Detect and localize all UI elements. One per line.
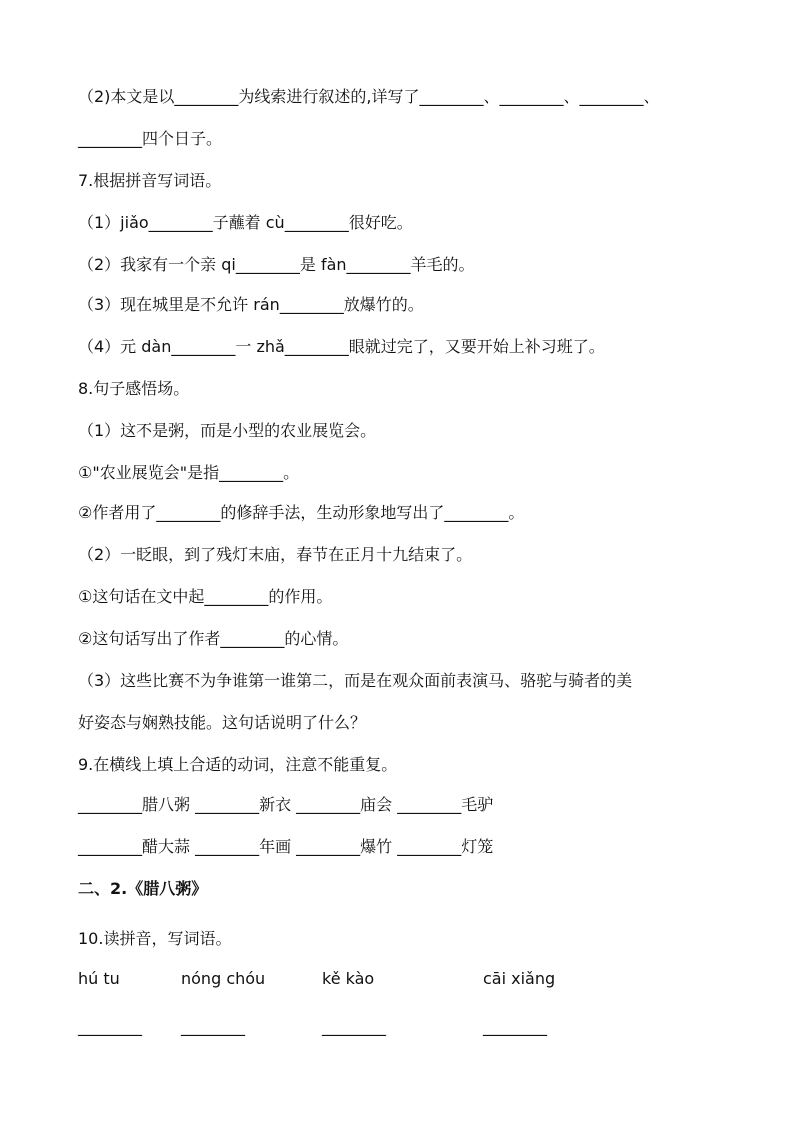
- q7-item4: （4）元 dàn________一 zhǎ________眼就过完了，又要开始上补习班了。: [78, 337, 605, 356]
- q8-sub2-b: ②这句话写出了作者________的心情。: [78, 629, 349, 648]
- q7-heading: 7.根据拼音写词语。: [78, 171, 222, 190]
- q9-row1: ________腊八粥 ________新衣 ________庙会 ________毛驴: [78, 795, 494, 814]
- q8-sentence1: （1）这不是粥，而是小型的农业展览会。: [78, 421, 377, 440]
- q9-row2: ________醋大蒜 ________年画 ________爆竹 ________灯笼: [78, 837, 494, 856]
- answer-blank-3: ________: [322, 1017, 386, 1036]
- q7-item2: （2）我家有一个亲 qi________是 fàn________羊毛的。: [78, 255, 475, 274]
- q10-heading: 10.读拼音，写词语。: [78, 929, 232, 948]
- pinyin-1: hú tu: [78, 969, 120, 988]
- q8-sentence3-line2: 好姿态与娴熟技能。这句话说明了什么？: [78, 713, 367, 732]
- pinyin-3: kě kào: [322, 969, 375, 988]
- q8-heading: 8.句子感悟场。: [78, 379, 190, 398]
- q8-sentence2: （2）一眨眼，到了残灯末庙，春节在正月十九结束了。: [78, 545, 473, 564]
- section-heading: 二、2.《腊八粥》: [78, 879, 208, 898]
- answer-blank-4: ________: [483, 1017, 547, 1036]
- q6-part2-line2: ________四个日子。: [78, 129, 223, 148]
- q7-item3: （3）现在城里是不允许 rán________放爆竹的。: [78, 295, 424, 314]
- pinyin-2: nóng chóu: [181, 969, 266, 988]
- q8-sub1-b: ②作者用了________的修辞手法，生动形象地写出了________。: [78, 503, 525, 522]
- q8-sentence3-line1: （3）这些比赛不为争谁第一谁第二，而是在观众面前表演马、骆驼与骑者的美: [78, 671, 633, 690]
- q7-item1: （1）jiǎo________子蘸着 cù________很好吃。: [78, 213, 413, 232]
- q8-sub1-a: ①"农业展览会"是指________。: [78, 463, 300, 482]
- q8-sub2-a: ①这句话在文中起________的作用。: [78, 587, 333, 606]
- q6-part2-line1: （2)本文是以________为线索进行叙述的,详写了________、________、________、: [78, 87, 660, 106]
- answer-blank-1: ________: [78, 1017, 142, 1036]
- answer-blank-2: ________: [181, 1017, 245, 1036]
- q9-heading: 9.在横线上填上合适的动词，注意不能重复。: [78, 755, 398, 774]
- pinyin-4: cāi xiǎng: [483, 969, 556, 988]
